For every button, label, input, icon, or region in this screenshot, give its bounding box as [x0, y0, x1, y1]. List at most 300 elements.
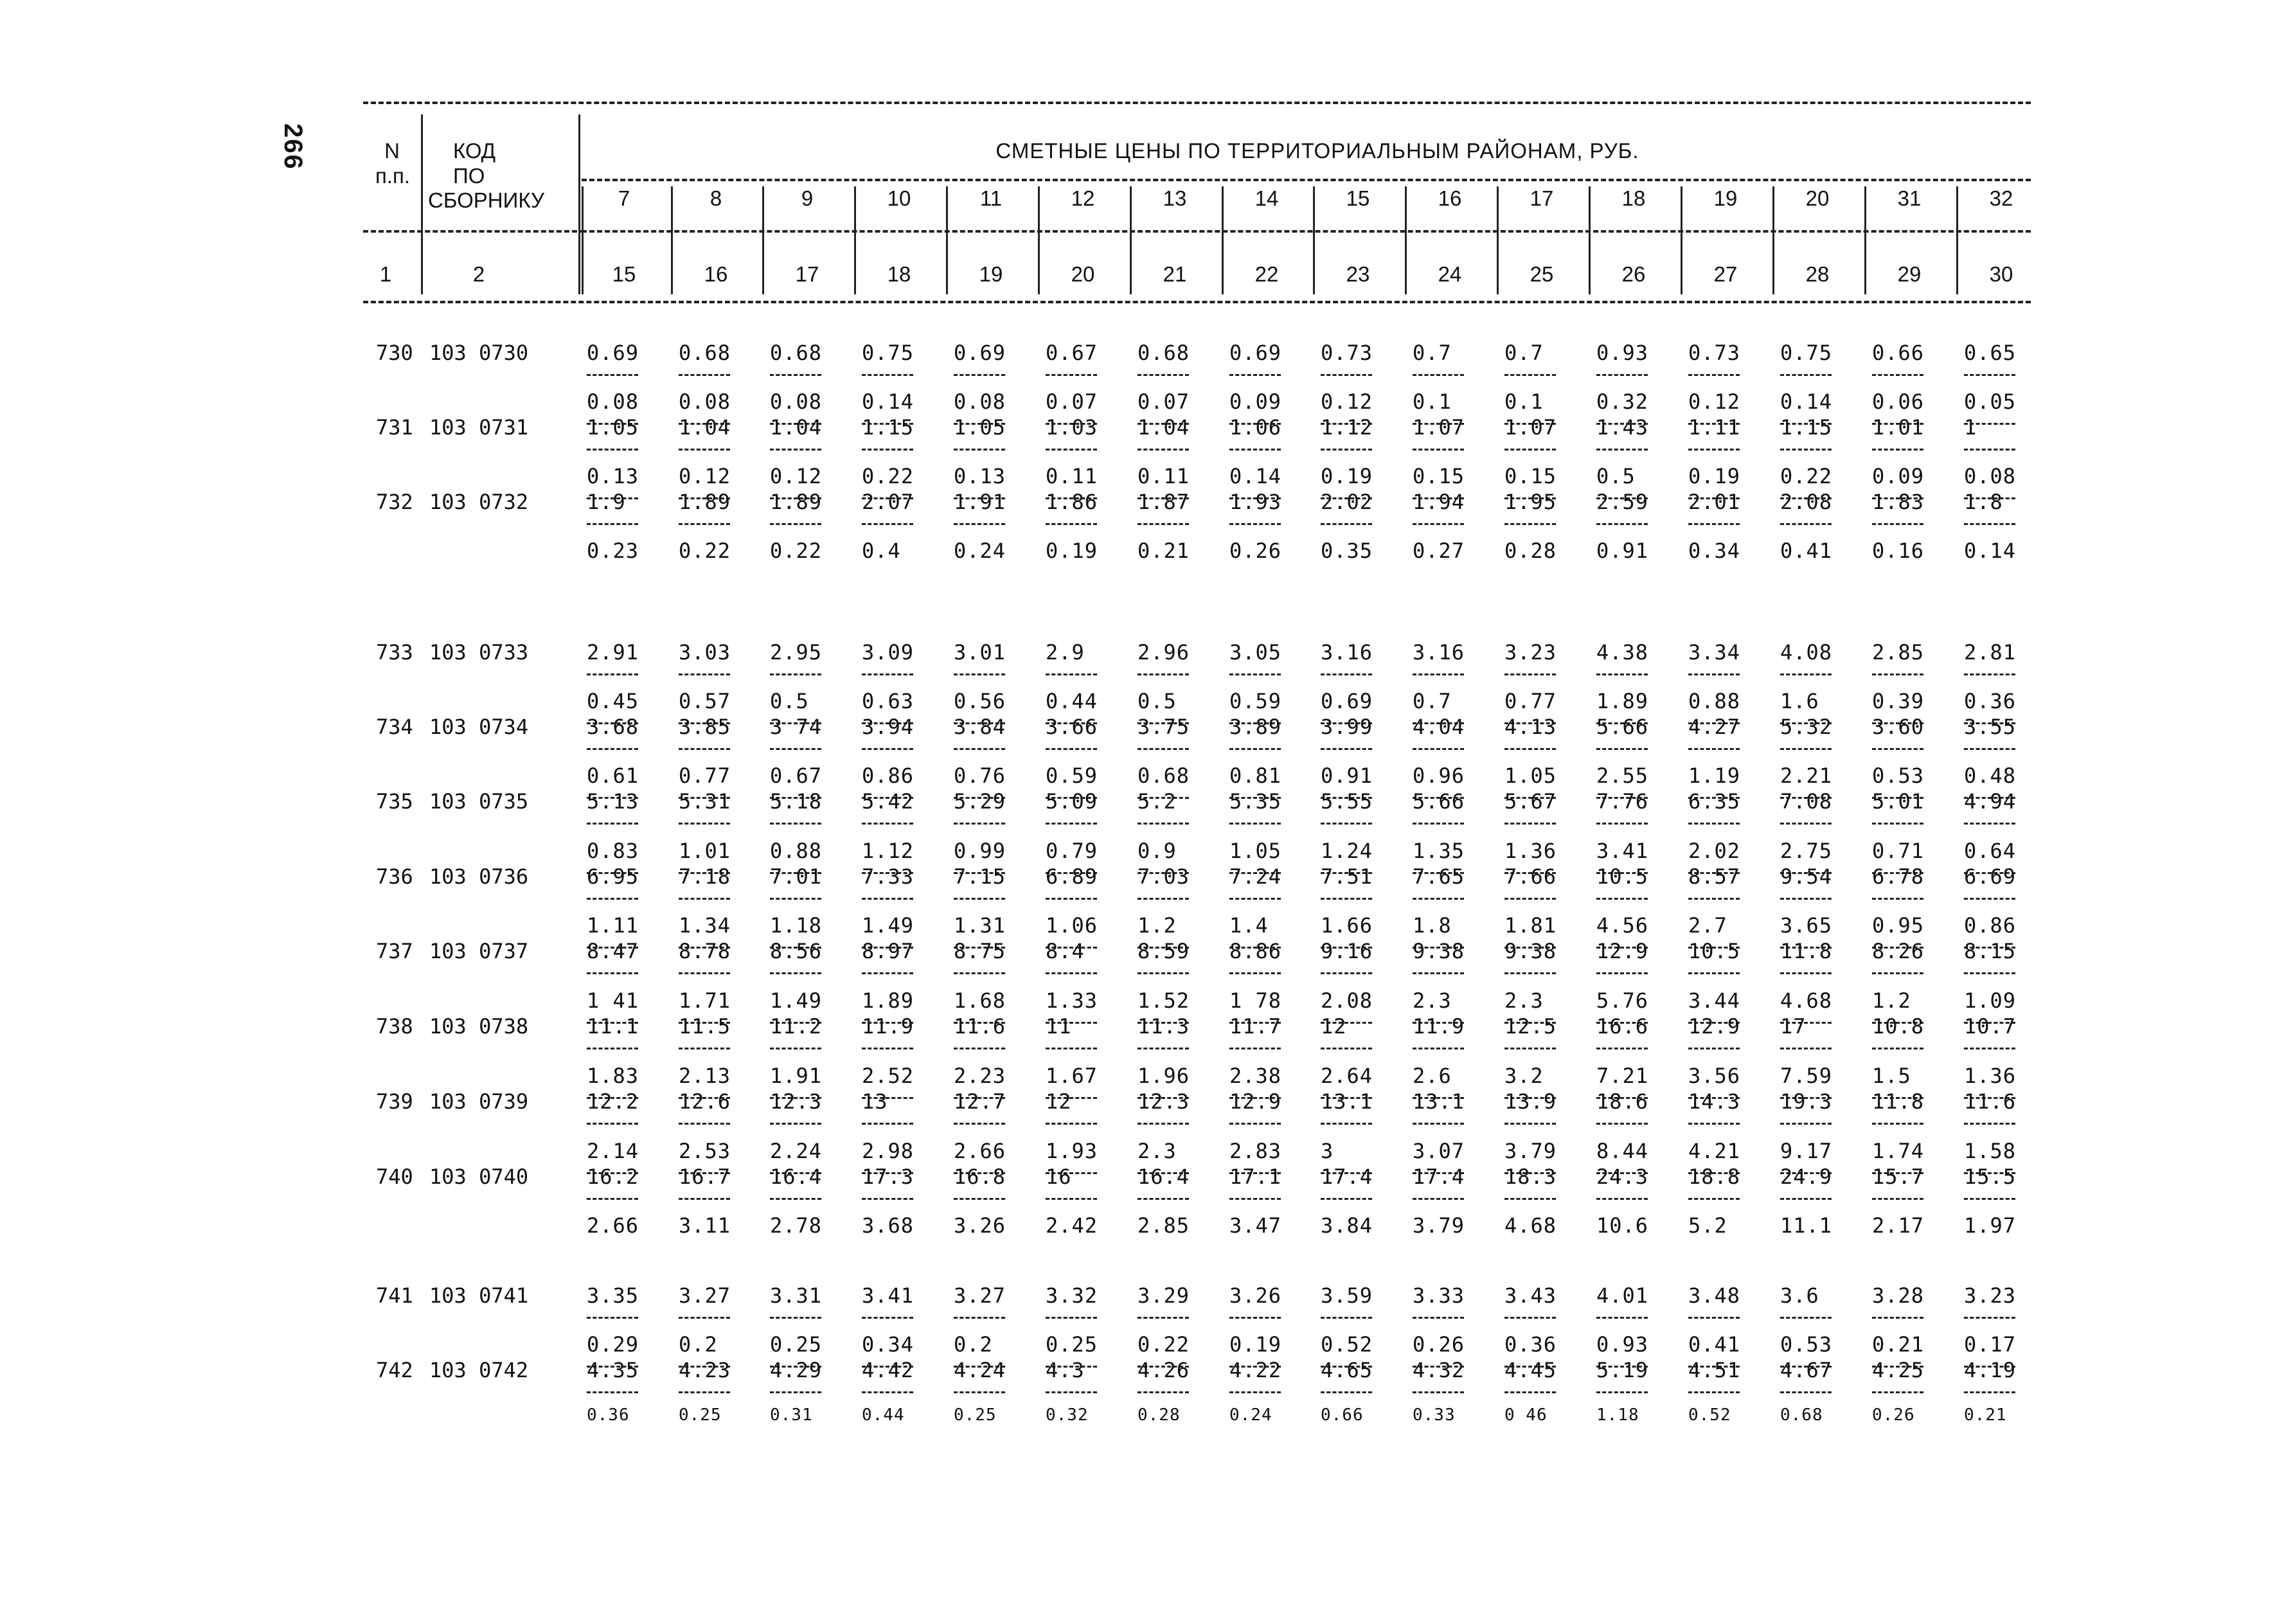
- price-value: 0.41: [1688, 1332, 1741, 1357]
- price-value: 1.12: [1321, 415, 1373, 440]
- fraction-divider: [1596, 823, 1648, 825]
- price-value: 16.7: [679, 1164, 731, 1189]
- price-value: 15.5: [1964, 1164, 2017, 1189]
- fraction-divider: [1964, 823, 2015, 825]
- region-column-header: 11: [979, 186, 1003, 210]
- price-value: 4.23: [679, 1358, 731, 1382]
- region-column-header: 16: [1438, 186, 1462, 210]
- price-value: 7.01: [770, 864, 823, 889]
- price-value: 5.55: [1321, 789, 1373, 814]
- price-value: 3.89: [1229, 715, 1282, 739]
- price-value: 2.52: [862, 1064, 914, 1088]
- fraction-divider: [1596, 674, 1648, 675]
- fraction-divider: [1964, 1123, 2015, 1125]
- price-value: 3.43: [1504, 1283, 1557, 1308]
- row-code: 103 0738: [429, 1014, 529, 1039]
- fraction-divider: [1138, 823, 1189, 825]
- fraction-divider: [1780, 374, 1832, 376]
- fraction-divider: [1321, 523, 1372, 525]
- price-value: 1.67: [1046, 1064, 1098, 1088]
- fraction-divider: [862, 1048, 913, 1049]
- price-value: 5.42: [862, 789, 914, 814]
- price-value: 2.38: [1229, 1064, 1282, 1088]
- fraction-divider: [1229, 1123, 1281, 1125]
- price-value: 3.01: [954, 640, 1006, 665]
- column-number: 17: [795, 262, 819, 286]
- row-number: 733: [376, 640, 413, 665]
- fraction-divider: [1780, 523, 1832, 525]
- price-value: 0.07: [1138, 389, 1190, 414]
- price-value: 0.15: [1413, 464, 1465, 488]
- price-value: 3.33: [1413, 1283, 1465, 1308]
- fraction-divider: [770, 1317, 821, 1319]
- price-value: 3.44: [1688, 988, 1741, 1013]
- price-value: 0.77: [1504, 689, 1557, 713]
- region-column-header: 17: [1530, 186, 1554, 210]
- price-value: 10.7: [1964, 1014, 2017, 1039]
- fraction-divider: [1321, 374, 1372, 376]
- price-value: 4.01: [1596, 1283, 1649, 1308]
- row-code: 103 0737: [429, 939, 529, 963]
- fraction-divider: [1780, 1198, 1832, 1200]
- price-value: 1.03: [1046, 415, 1098, 440]
- price-value: 7.65: [1413, 864, 1465, 889]
- price-value: 0.99: [954, 839, 1006, 863]
- fraction-divider: [1138, 1391, 1189, 1393]
- fraction-divider: [1413, 823, 1464, 825]
- region-column-header: 18: [1621, 186, 1646, 210]
- price-value: 0.73: [1321, 341, 1373, 365]
- fraction-divider: [954, 449, 1005, 451]
- price-value: 0.19: [1229, 1332, 1282, 1357]
- price-value: 0.4: [862, 539, 901, 563]
- price-value: 0.53: [1780, 1332, 1833, 1357]
- region-divider: [762, 186, 764, 294]
- fraction-divider: [1229, 972, 1281, 974]
- price-value: 5.09: [1046, 789, 1098, 814]
- header-mid-rule-right: [582, 230, 2031, 233]
- fraction-divider: [862, 374, 913, 376]
- fraction-divider: [770, 1048, 821, 1049]
- price-value: 1.07: [1413, 415, 1465, 440]
- region-column-header: 14: [1254, 186, 1279, 210]
- price-value: 5.31: [679, 789, 731, 814]
- fraction-divider: [1138, 748, 1189, 750]
- price-value: 0.9: [1138, 839, 1177, 863]
- price-value: 0.14: [1964, 539, 2017, 563]
- column-number: 15: [612, 262, 636, 286]
- fraction-divider: [1872, 449, 1923, 451]
- price-value: 7.03: [1138, 864, 1190, 889]
- column-number: 22: [1254, 262, 1279, 286]
- price-value: 0.09: [1229, 389, 1282, 414]
- price-value: 7.21: [1596, 1064, 1649, 1088]
- price-value: 0.68: [679, 341, 731, 365]
- fraction-divider: [1596, 748, 1648, 750]
- price-value: 0.19: [1688, 464, 1741, 488]
- price-value: 3.23: [1964, 1283, 2017, 1308]
- price-value: 8.47: [587, 939, 639, 963]
- fraction-divider: [1872, 972, 1923, 974]
- price-value: 0.2: [679, 1332, 718, 1357]
- price-value: 3.56: [1688, 1064, 1741, 1088]
- fraction-divider: [679, 523, 730, 525]
- price-value: 0.73: [1688, 341, 1741, 365]
- column-number: 18: [887, 262, 911, 286]
- price-value: 0.76: [954, 763, 1006, 788]
- region-column-header: 12: [1071, 186, 1095, 210]
- fraction-divider: [1229, 1048, 1281, 1049]
- price-value: 1.66: [1321, 913, 1373, 938]
- fraction-divider: [1780, 898, 1832, 900]
- price-value: 0.59: [1046, 763, 1098, 788]
- fraction-divider: [1596, 1317, 1648, 1319]
- price-value: 0.93: [1596, 341, 1649, 365]
- price-value: 7.24: [1229, 864, 1282, 889]
- price-value: 0.86: [1964, 913, 2017, 938]
- price-value: 12.5: [1504, 1014, 1557, 1039]
- price-value: 15.7: [1872, 1164, 1925, 1189]
- price-value: 12: [1321, 1014, 1347, 1039]
- header-title-rule: [582, 179, 2031, 181]
- fraction-divider: [1780, 823, 1832, 825]
- price-value: 0.05: [1964, 389, 2017, 414]
- price-value: 2.85: [1872, 640, 1925, 665]
- fraction-divider: [1046, 523, 1097, 525]
- fraction-divider: [1872, 674, 1923, 675]
- fraction-divider: [587, 823, 638, 825]
- fraction-divider: [1138, 1048, 1189, 1049]
- fraction-divider: [1964, 1391, 2015, 1393]
- row-code: 103 0730: [429, 341, 529, 365]
- fraction-divider: [770, 972, 821, 974]
- price-value: 1.05: [1229, 839, 1282, 863]
- header-divider: [421, 114, 423, 294]
- fraction-divider: [1504, 1317, 1556, 1319]
- price-value: 2.6: [1413, 1064, 1452, 1088]
- price-value: 1.8: [1413, 913, 1452, 938]
- price-value: 3.07: [1413, 1139, 1465, 1163]
- price-value: 0.13: [954, 464, 1006, 488]
- price-value: 3.27: [954, 1283, 1006, 1308]
- price-value: 2.85: [1138, 1213, 1190, 1238]
- price-value: 9.54: [1780, 864, 1833, 889]
- fraction-divider: [862, 748, 913, 750]
- fraction-divider: [1688, 823, 1740, 825]
- row-code: 103 0734: [429, 715, 529, 739]
- price-value: 0.96: [1413, 763, 1465, 788]
- price-value: 1.5: [1872, 1064, 1911, 1088]
- header-divider: [578, 114, 580, 294]
- fraction-divider: [1413, 1048, 1464, 1049]
- fraction-divider: [770, 674, 821, 675]
- fraction-divider: [1688, 1198, 1740, 1200]
- fraction-divider: [587, 898, 638, 900]
- price-value: 2.01: [1688, 490, 1741, 514]
- price-value: 0.32: [1596, 389, 1649, 414]
- price-value: 16.4: [1138, 1164, 1190, 1189]
- price-value: 4.51: [1688, 1358, 1741, 1382]
- fraction-divider: [1321, 898, 1372, 900]
- price-value: 0.08: [954, 389, 1006, 414]
- price-value: 14.3: [1688, 1089, 1741, 1114]
- price-value: 5.35: [1229, 789, 1282, 814]
- fraction-divider: [1964, 674, 2015, 675]
- price-value: 0.88: [770, 839, 823, 863]
- price-value: 8.4: [1046, 939, 1085, 963]
- price-value: 5.66: [1596, 715, 1649, 739]
- price-value: 5.76: [1596, 988, 1649, 1013]
- price-value: 1.01: [1872, 415, 1925, 440]
- price-value: 0.08: [587, 389, 639, 414]
- price-value: 0.7: [1413, 341, 1452, 365]
- price-value: 3.11: [679, 1213, 731, 1238]
- price-value: 3.09: [862, 640, 914, 665]
- row-number: 739: [376, 1089, 413, 1114]
- price-value: 2.17: [1872, 1213, 1925, 1238]
- price-value: 2.66: [954, 1139, 1006, 1163]
- price-value: 0.12: [1688, 389, 1741, 414]
- fraction-divider: [679, 898, 730, 900]
- price-value: 4.94: [1964, 789, 2017, 814]
- price-value: 5.29: [954, 789, 1006, 814]
- column-number: 28: [1805, 262, 1830, 286]
- price-value: 8.15: [1964, 939, 2017, 963]
- fraction-divider: [587, 1048, 638, 1049]
- price-value: 12.9: [1688, 1014, 1741, 1039]
- price-value: 0.75: [862, 341, 914, 365]
- price-value: 12.9: [1596, 939, 1649, 963]
- price-value: 1.19: [1688, 763, 1741, 788]
- region-column-header: 10: [887, 186, 911, 210]
- region-divider: [854, 186, 856, 294]
- col-code-sub-label: ПО: [453, 164, 485, 188]
- fraction-divider: [1688, 1391, 1740, 1393]
- fraction-divider: [1504, 1391, 1556, 1393]
- price-value: 1 41: [587, 988, 639, 1013]
- col-code-sub-label-2: СБОРНИКУ: [428, 188, 544, 212]
- fraction-divider: [862, 674, 913, 675]
- fraction-divider: [1138, 1317, 1189, 1319]
- region-divider: [1681, 186, 1682, 294]
- price-value: 1.86: [1046, 490, 1098, 514]
- price-value: 3.27: [679, 1283, 731, 1308]
- fraction-divider: [1504, 523, 1556, 525]
- price-value: 2.24: [770, 1139, 823, 1163]
- price-value: 0.13: [587, 464, 639, 488]
- price-value: 3.68: [862, 1213, 914, 1238]
- price-value: 1.68: [954, 988, 1006, 1013]
- price-value: 2.78: [770, 1213, 823, 1238]
- fraction-divider: [1504, 748, 1556, 750]
- price-value: 0.83: [587, 839, 639, 863]
- price-value: 3.75: [1138, 715, 1190, 739]
- fraction-divider: [679, 823, 730, 825]
- row-code: 103 0733: [429, 640, 529, 665]
- fraction-divider: [1964, 898, 2015, 900]
- price-value: 0.56: [954, 689, 1006, 713]
- fraction-divider: [1504, 674, 1556, 675]
- price-value: 4.29: [770, 1358, 823, 1382]
- fraction-divider: [1780, 1317, 1832, 1319]
- price-value: 1.01: [679, 839, 731, 863]
- fraction-divider: [1688, 972, 1740, 974]
- price-value: 1.83: [1872, 490, 1925, 514]
- fraction-divider: [1688, 374, 1740, 376]
- fraction-divider: [1504, 374, 1556, 376]
- price-value: 4.26: [1138, 1358, 1190, 1382]
- fraction-divider: [1872, 374, 1923, 376]
- price-value: 0.29: [587, 1332, 639, 1357]
- price-value: 11.6: [1964, 1089, 2017, 1114]
- price-value: 0.07: [1046, 389, 1098, 414]
- price-value: 1.04: [679, 415, 731, 440]
- price-value: 0.68: [770, 341, 823, 365]
- price-value: 4.3: [1046, 1358, 1085, 1382]
- fraction-divider: [679, 1198, 730, 1200]
- price-value: 1.87: [1138, 490, 1190, 514]
- fraction-divider: [862, 898, 913, 900]
- price-value: 0.22: [862, 464, 914, 488]
- price-value: 0.11: [1046, 464, 1098, 488]
- price-value: 1.93: [1229, 490, 1282, 514]
- row-number: 737: [376, 939, 413, 963]
- fraction-divider: [954, 674, 1005, 675]
- column-number: 26: [1621, 262, 1646, 286]
- price-value: 1.04: [770, 415, 823, 440]
- price-value: 1.74: [1872, 1139, 1925, 1163]
- column-number: 23: [1346, 262, 1370, 286]
- fraction-divider: [1046, 1391, 1097, 1393]
- fraction-divider: [1413, 1198, 1464, 1200]
- price-value: 2.02: [1321, 490, 1373, 514]
- price-value: 2.3: [1413, 988, 1452, 1013]
- fraction-divider: [1138, 523, 1189, 525]
- price-value: 0 46: [1504, 1405, 1548, 1425]
- fraction-divider: [862, 1123, 913, 1125]
- price-value: 2.3: [1138, 1139, 1177, 1163]
- price-value: 3.16: [1413, 640, 1465, 665]
- price-value: 1.36: [1504, 839, 1557, 863]
- fraction-divider: [1596, 449, 1648, 451]
- fraction-divider: [1780, 674, 1832, 675]
- price-value: 0.34: [862, 1332, 914, 1357]
- price-value: 2.3: [1504, 988, 1544, 1013]
- price-value: 4.67: [1780, 1358, 1833, 1382]
- fraction-divider: [1780, 1391, 1832, 1393]
- fraction-divider: [1229, 748, 1281, 750]
- region-divider: [1130, 186, 1132, 294]
- price-value: 12.2: [587, 1089, 639, 1114]
- price-value: 1.9: [587, 490, 626, 514]
- price-value: 17.4: [1321, 1164, 1373, 1189]
- fraction-divider: [1872, 898, 1923, 900]
- price-value: 1.05: [587, 415, 639, 440]
- price-value: 17: [1780, 1014, 1807, 1039]
- region-column-header: 20: [1805, 186, 1830, 210]
- price-value: 2.75: [1780, 839, 1833, 863]
- col-index-1: 1: [379, 262, 392, 286]
- price-value: 1.4: [1229, 913, 1269, 938]
- fraction-divider: [1138, 972, 1189, 974]
- fraction-divider: [1229, 898, 1281, 900]
- region-column-header: 19: [1713, 186, 1738, 210]
- price-value: 3.41: [862, 1283, 914, 1308]
- price-value: 24.3: [1596, 1164, 1649, 1189]
- fraction-divider: [1596, 1048, 1648, 1049]
- price-value: 0.26: [1229, 539, 1282, 563]
- fraction-divider: [1138, 449, 1189, 451]
- fraction-divider: [1504, 1123, 1556, 1125]
- price-value: 0.12: [1321, 389, 1373, 414]
- row-number: 735: [376, 789, 413, 814]
- price-value: 0.27: [1413, 539, 1465, 563]
- price-value: 3.84: [1321, 1213, 1373, 1238]
- fraction-divider: [1780, 1048, 1832, 1049]
- fraction-divider: [679, 1048, 730, 1049]
- price-value: 8.26: [1872, 939, 1925, 963]
- price-value: 3.65: [1780, 913, 1833, 938]
- price-value: 8.44: [1596, 1139, 1649, 1163]
- fraction-divider: [1046, 1123, 1097, 1125]
- fraction-divider: [1321, 823, 1372, 825]
- price-value: 0.5: [770, 689, 809, 713]
- price-value: 3.16: [1321, 640, 1373, 665]
- fraction-divider: [1321, 1391, 1372, 1393]
- price-value: 0.53: [1872, 763, 1925, 788]
- price-value: 1.58: [1964, 1139, 2017, 1163]
- col-index-2: 2: [472, 262, 485, 286]
- fraction-divider: [954, 1048, 1005, 1049]
- row-number: 736: [376, 864, 413, 889]
- fraction-divider: [1138, 374, 1189, 376]
- price-value: 7.15: [954, 864, 1006, 889]
- price-value: 5.66: [1413, 789, 1465, 814]
- fraction-divider: [1872, 1391, 1923, 1393]
- fraction-divider: [1413, 972, 1464, 974]
- fraction-divider: [1872, 1317, 1923, 1319]
- price-value: 0.33: [1413, 1405, 1456, 1425]
- fraction-divider: [1413, 523, 1464, 525]
- price-value: 3: [1321, 1139, 1334, 1163]
- price-value: 16.6: [1596, 1014, 1649, 1039]
- price-value: 0.48: [1964, 763, 2017, 788]
- fraction-divider: [770, 748, 821, 750]
- price-value: 1.91: [770, 1064, 823, 1088]
- fraction-divider: [1688, 1123, 1740, 1125]
- region-divider: [582, 186, 584, 294]
- price-value: 11.9: [1413, 1014, 1465, 1039]
- price-value: 2.91: [587, 640, 639, 665]
- price-value: 11.8: [1872, 1089, 1925, 1114]
- price-value: 0.77: [679, 763, 731, 788]
- price-value: 0.21: [1138, 539, 1190, 563]
- price-value: 1 78: [1229, 988, 1282, 1013]
- price-value: 0.26: [1413, 1332, 1465, 1357]
- price-value: 12.6: [679, 1089, 731, 1114]
- price-value: 9.38: [1413, 939, 1465, 963]
- price-value: 0.19: [1321, 464, 1373, 488]
- fraction-divider: [1688, 523, 1740, 525]
- price-value: 7.66: [1504, 864, 1557, 889]
- price-value: 6.35: [1688, 789, 1741, 814]
- fraction-divider: [1964, 1317, 2015, 1319]
- price-value: 1.43: [1596, 415, 1649, 440]
- price-value: 0.52: [1321, 1332, 1373, 1357]
- price-value: 13.1: [1321, 1089, 1373, 1114]
- fraction-divider: [954, 1123, 1005, 1125]
- price-value: 3.28: [1872, 1283, 1925, 1308]
